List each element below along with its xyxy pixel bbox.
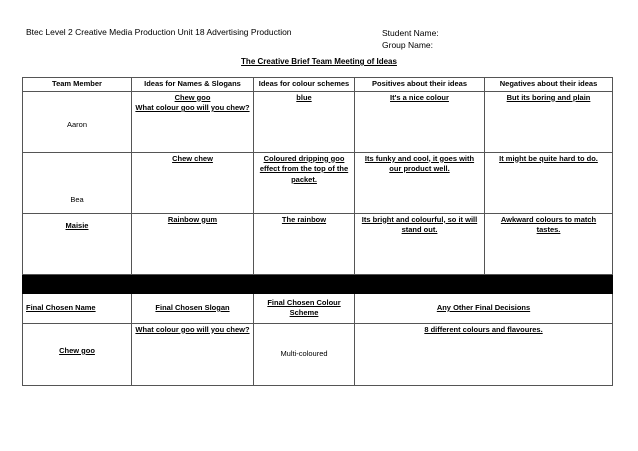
group-name-label: Group Name: [382, 40, 434, 50]
header-colour-schemes: Ideas for colour schemes [254, 78, 355, 92]
names-cell [132, 91, 254, 152]
final-name-value: Chew goo [59, 345, 95, 355]
header-negatives: Negatives about their ideas [485, 78, 613, 92]
colour-idea: Coloured dripping goo effect from the top of the packet. [254, 152, 355, 213]
header-positives: Positives about their ideas [355, 78, 485, 92]
header-names-slogans: Ideas for Names & Slogans [132, 78, 254, 92]
slogan-idea: What colour goo will you chew? [135, 103, 250, 112]
final-name-cell [23, 323, 132, 385]
divider-cell [254, 274, 355, 293]
final-other-value: 8 different colours and flavoures. [355, 323, 613, 385]
table-row [23, 91, 613, 152]
final-colour-header: Final Chosen Colour Scheme [254, 293, 355, 323]
divider-row [23, 274, 613, 293]
negative-note: It might be quite hard to do. [485, 152, 613, 213]
final-colour-value: Multi-coloured [254, 323, 355, 385]
ideas-table [22, 77, 613, 386]
table-row [23, 152, 613, 213]
name-idea: Chew goo [174, 92, 211, 102]
table-row [23, 213, 613, 274]
course-title: Btec Level 2 Creative Media Production Unit 18 Advertising Production [26, 27, 292, 37]
meeting-title: The Creative Brief Team Meeting of Ideas [241, 57, 397, 66]
divider-cell [355, 274, 613, 293]
divider-cell [132, 274, 254, 293]
member-name: Maisie [65, 220, 89, 230]
member-cell [23, 213, 132, 274]
student-info [382, 27, 439, 51]
member-cell [23, 91, 132, 152]
positive-note: Its bright and colourful, so it will stand out. [355, 213, 485, 274]
final-slogan-header: Final Chosen Slogan [132, 293, 254, 323]
name-idea: Chew chew [132, 152, 254, 213]
divider-cell [23, 274, 132, 293]
final-name-header: Final Chosen Name [23, 293, 132, 323]
student-name-label: Student Name: [382, 28, 439, 38]
member-cell [23, 152, 132, 213]
final-other-header: Any Other Final Decisions [355, 293, 613, 323]
final-header-row [23, 293, 613, 323]
positive-note: It's a nice colour [355, 91, 485, 152]
colour-idea: The rainbow [254, 213, 355, 274]
header-row [23, 78, 613, 92]
header-team-member: Team Member [23, 78, 132, 92]
colour-idea: blue [254, 91, 355, 152]
negative-note: But its boring and plain [485, 91, 613, 152]
final-slogan-value: What colour goo will you chew? [132, 323, 254, 385]
positive-note: Its funky and cool, it goes with our product well. [355, 152, 485, 213]
member-name: Bea [70, 195, 84, 204]
negative-note: Awkward colours to match tastes. [485, 213, 613, 274]
name-idea: Rainbow gum [132, 213, 254, 274]
member-name: Aaron [66, 120, 87, 130]
final-values-row [23, 323, 613, 385]
